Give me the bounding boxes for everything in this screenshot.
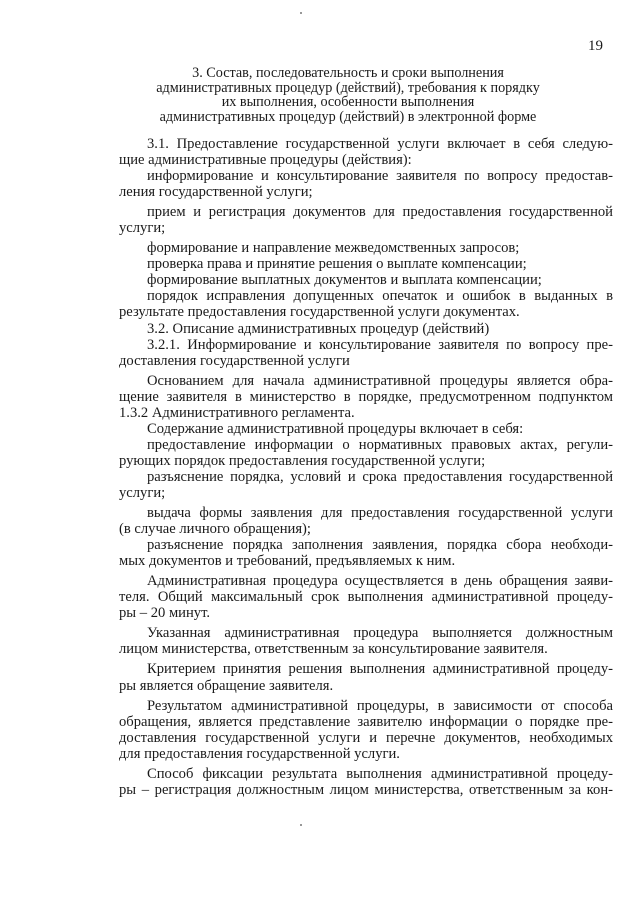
text-line: рующих порядок предоставления государственной услуги; xyxy=(119,452,486,469)
text-line: предоставление информации о нормативных правовых актах, регули- xyxy=(147,436,613,453)
text-line: доставления государственной услуги xyxy=(119,352,350,369)
text-line: доставления государственной услуги и перечне документов, необходимых xyxy=(119,729,613,746)
heading-line: административных процедур (действий) в электронной форме xyxy=(159,108,537,125)
text-line: лицом министерства, ответственным за консультирование заявителя. xyxy=(119,641,548,658)
text-line: Результатом административной процедуры, в зависимости от способа xyxy=(147,697,613,714)
text-line: порядок исправления допущенных опечаток и ошибок в выданных в xyxy=(147,288,613,305)
heading-line: административных процедур (действий), требования к порядку xyxy=(156,79,540,96)
text-line: информирование и консультирование заявителя по вопросу предостав- xyxy=(147,168,613,185)
text-line: щие административные процедуры (действия): xyxy=(119,152,412,169)
heading-line: 3. Состав, последовательность и сроки выполнения xyxy=(192,65,504,81)
text-line: ры – 20 минут. xyxy=(119,605,211,622)
text-line: формирование и направление межведомственных запросов; xyxy=(147,240,520,257)
scan-speck xyxy=(300,824,302,826)
text-line: ры – регистрация должностным лицом министерства, ответственным за кон- xyxy=(119,781,613,798)
section-heading xyxy=(120,66,576,124)
text-line: прием и регистрация документов для предоставления государственной xyxy=(147,204,613,221)
text-line: теля. Общий максимальный срок выполнения административной процеду- xyxy=(119,589,613,606)
text-line: формирование выплатных документов и выплата компенсации; xyxy=(147,272,542,289)
text-line: разъяснение порядка, условий и срока предоставления государственной xyxy=(147,468,613,485)
text-line: разъяснение порядка заполнения заявления, порядка сбора необходи- xyxy=(147,537,613,554)
text-line: 1.3.2 Административного регламента. xyxy=(119,404,355,421)
text-line: Способ фиксации результата выполнения административной процеду- xyxy=(147,765,613,782)
text-line: услуги; xyxy=(119,220,166,237)
text-line: ления государственной услуги; xyxy=(119,184,313,201)
text-line: Критерием принятия решения выполнения административной процеду- xyxy=(147,661,613,678)
text-line: Административная процедура осуществляется в день обращения заяви- xyxy=(147,573,613,590)
text-line: щение заявителя в министерство в порядке, предусмотренном подпунктом xyxy=(119,388,613,405)
text-line: для предоставления государственной услуги. xyxy=(119,745,400,762)
text-line: (в случае личного обращения); xyxy=(119,521,311,538)
text-line: услуги; xyxy=(119,484,166,501)
text-line: обращения, является представление заявителю информации о порядке пре- xyxy=(119,713,613,730)
text-line: Содержание административной процедуры включает в себя: xyxy=(147,420,524,437)
text-line: мых документов и требований, предъявляемых к ним. xyxy=(119,553,456,570)
text-line: проверка права и принятие решения о выплате компенсации; xyxy=(147,256,527,273)
heading-line: их выполнения, особенности выполнения xyxy=(221,94,475,111)
page-number: 19 xyxy=(588,38,603,54)
scan-speck xyxy=(300,12,302,14)
text-line: Основанием для начала административной процедуры является обра- xyxy=(147,372,613,389)
text-line: 3.2.1. Информирование и консультирование заявителя по вопросу пре- xyxy=(147,336,613,353)
text-line: 3.1. Предоставление государственной услуги включает в себя следую- xyxy=(147,136,613,152)
text-line: Указанная административная процедура выполняется должностным xyxy=(147,625,613,642)
text-line: выдача формы заявления для предоставления государственной услуги xyxy=(147,505,613,522)
text-line: ры является обращение заявителя. xyxy=(119,677,334,694)
body-text xyxy=(119,136,613,798)
text-line: результате предоставления государственной услуги документах. xyxy=(119,304,520,321)
text-line: 3.2. Описание административных процедур (действий) xyxy=(147,320,490,337)
